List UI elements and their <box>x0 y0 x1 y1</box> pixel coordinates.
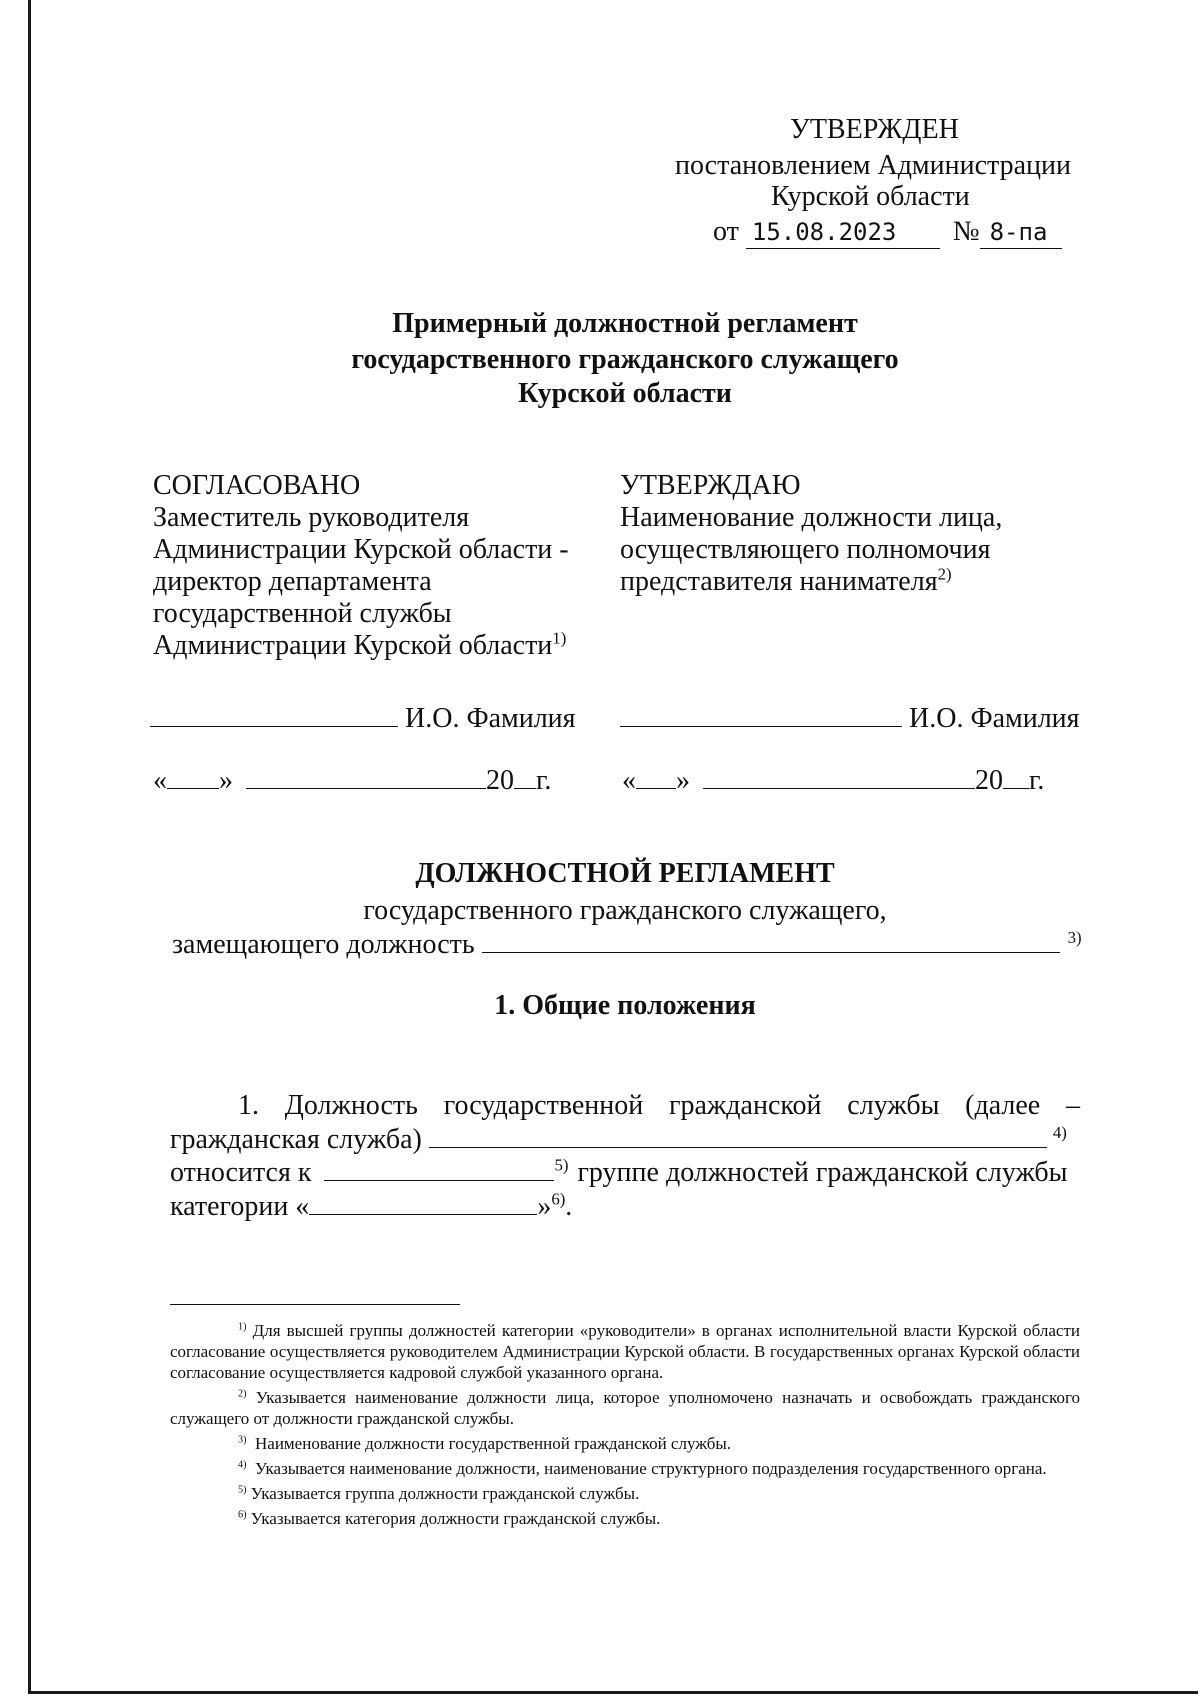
section-1-heading: 1. Общие положения <box>494 990 756 1021</box>
agreed-year-blank <box>514 764 536 789</box>
agreed-line-5: Администрации Курской области$^{1)}$ <box>153 628 567 661</box>
footnote-4: $^{4)}$ Указывается наименование должности, наименование структурного подразделения государственного органа. <box>238 1459 1047 1478</box>
agreed-line-2: Администрации Курской области - <box>153 534 569 565</box>
section-1-p1-line-2: гражданская служба) $^{4)}$ <box>170 1122 1067 1155</box>
civil-service-position-blank <box>429 1121 1047 1148</box>
approve-signature-name: И.О. Фамилия <box>909 703 1080 734</box>
position-blank <box>482 926 1060 953</box>
approve-year-blank <box>1003 764 1029 789</box>
section-1-p1-line-3: относится к $^{5)}$ группе должностей гражданской службы <box>170 1155 1068 1188</box>
doc-title-line-1: Примерный должностной регламент <box>392 308 858 339</box>
approve-day-blank <box>636 764 676 789</box>
approve-line-3: представителя нанимателя$^{2)}$ <box>620 564 952 597</box>
agreed-line-4: государственной службы <box>153 598 452 629</box>
section-1-p1-line-1: 1. Должность государственной гражданской службы (далее – <box>238 1090 1080 1121</box>
approval-line-2: Курской области <box>771 181 970 212</box>
regulation-title: ДОЛЖНОСТНОЙ РЕГЛАМЕНТ <box>415 858 835 889</box>
number-prefix: № <box>952 216 980 247</box>
footnote-ref-4: 4) <box>1052 1122 1067 1142</box>
agreed-signature-name: И.О. Фамилия <box>405 703 576 734</box>
agreed-date: « » 20 г. <box>153 765 552 796</box>
group-blank <box>324 1154 554 1181</box>
approve-signature-blank <box>620 700 902 727</box>
footnote-5: $^{5)}$ Указывается группа должности гражданской службы. <box>238 1484 640 1503</box>
footnotes <box>170 1320 1080 1529</box>
footnote-ref-6: 6) <box>551 1189 566 1209</box>
footnote-1: $^{1)}$ Для высшей группы должностей категории «руководители» в органах исполнительной власти Курской области согласование осуществляется руководителем Администрации Курской области. В государственных органах Курской области согласование осуществляется кадровой службой указанного органа. <box>170 1321 1080 1382</box>
footnote-6: $^{6)}$ Указывается категория должности гражданской службы. <box>238 1509 661 1528</box>
agreed-line-1: Заместитель руководителя <box>153 502 470 533</box>
approval-number: 8-па <box>980 216 1062 249</box>
agreed-block <box>153 470 569 662</box>
section-1-p1-line-4: категории « »$^{6)}$. <box>170 1189 573 1222</box>
approve-month-blank <box>703 764 975 789</box>
footnote-ref-1: 1) <box>552 628 567 648</box>
doc-title-line-3: Курской области <box>518 378 732 409</box>
approval-title: УТВЕРЖДЕН <box>790 114 959 145</box>
footnote-3: $^{3)}$ Наименование должности государственной гражданской службы. <box>238 1434 732 1453</box>
agreed-line-3: директор департамента <box>153 566 432 597</box>
agreed-signature <box>150 700 576 735</box>
approve-line-1: Наименование должности лица, <box>620 502 1003 533</box>
doc-title-line-2: государственного гражданского служащего <box>351 344 899 375</box>
approval-date-line <box>713 216 1062 249</box>
footnote-ref-2: 2) <box>937 564 952 584</box>
approve-line-2: осуществляющего полномочия <box>620 534 991 565</box>
approve-block <box>620 470 1002 598</box>
approval-date: 15.08.2023 <box>746 216 940 249</box>
regulation-subtitle: государственного гражданского служащего, <box>363 895 887 926</box>
approve-date: « » 20 г. <box>622 765 1045 796</box>
regulation-position-line: замещающего должность $^{3)}$ <box>172 927 1082 960</box>
date-prefix: от <box>713 216 739 247</box>
footnote-ref-5: 5) <box>554 1155 569 1175</box>
category-blank <box>309 1188 537 1215</box>
footnote-separator <box>170 1304 460 1305</box>
agreed-signature-blank <box>150 700 398 727</box>
footnote-ref-3: 3) <box>1067 927 1082 947</box>
agreed-header: СОГЛАСОВАНО <box>153 470 361 501</box>
footnote-2: $^{2)}$ Указывается наименование должности лица, которое уполномочено назначать и освобождать гражданского служащего от должности гражданской службы. <box>170 1388 1081 1428</box>
approve-header: УТВЕРЖДАЮ <box>620 470 801 501</box>
agreed-day-blank <box>167 764 219 789</box>
approve-signature <box>620 700 1080 735</box>
agreed-month-blank <box>246 764 486 789</box>
approval-line-1: постановлением Администрации <box>675 150 1071 181</box>
